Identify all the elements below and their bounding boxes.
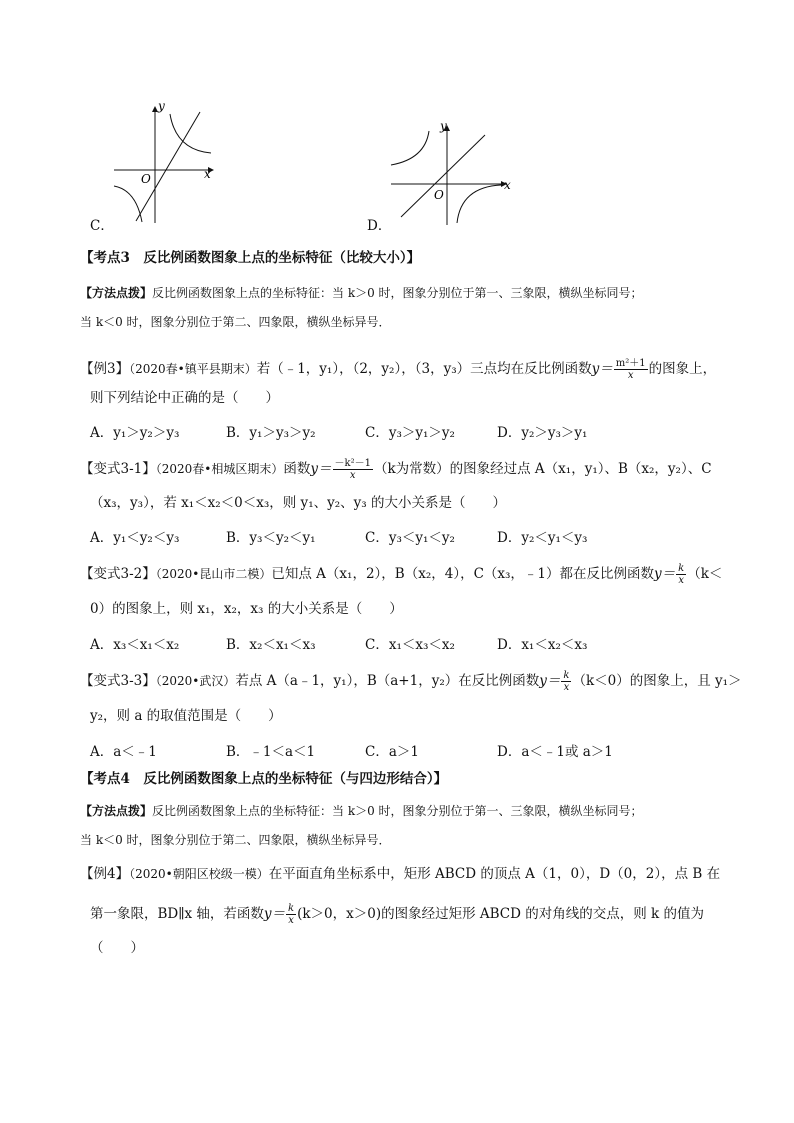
v33-tag: 【变式3-3】 [80, 673, 156, 689]
v32-text-b: （k＜ [687, 566, 723, 582]
v32-line1 [80, 563, 722, 586]
ex3-line2: 则下列结论中正确的是（ ） [90, 390, 279, 406]
graph-d-y-label: y [440, 119, 447, 133]
v33-source: （2020•武汉） [155, 674, 236, 688]
v31-source: （2020春•相城区期末） [155, 462, 284, 476]
kp3-heading: 【考点3 反比例函数图象上点的坐标特征（比较大小）】 [80, 250, 421, 266]
v32-option-a: A．x₃＜x₁＜x₂ [90, 637, 180, 653]
graph-c-option-label: C． [90, 218, 114, 234]
graph-d-x-label: x [504, 178, 511, 192]
ex4-line2-b: (k＞0，x＞0)的图象经过矩形 ABCD 的对角线的交点，则 k 的值为 [297, 906, 705, 922]
ex4-line2 [90, 903, 704, 926]
ex4-text-a: 在平面直角坐标系中，矩形 ABCD 的顶点 A（1，0），D（0，2），点 B 在 [268, 866, 721, 882]
ex3-option-c: C．y₃＞y₁＞y₂ [365, 425, 455, 441]
v31-option-b: B．y₃＜y₂＜y₁ [226, 530, 316, 546]
v33-option-c: C．a＞1 [365, 744, 419, 760]
v31-line1 [80, 458, 712, 481]
v32-option-c: C．x₁＜x₃＜x₂ [365, 637, 455, 653]
v31-option-c: C．y₃＜y₁＜y₂ [365, 530, 455, 546]
ex4-line3: （ ） [90, 940, 144, 956]
ex3-option-b: B．y₁＞y₃＞y₂ [226, 425, 316, 441]
ex3-func-lhs: y＝ [591, 361, 613, 377]
kp4-method-tag: 【方法点拨】 [80, 804, 153, 818]
kp4-method-line1 [80, 802, 643, 820]
v32-func-num: k [678, 563, 685, 574]
v33-func-den: x [563, 682, 570, 693]
v33-text-b: （k＜0）的图象上，且 y₁＞ [572, 673, 742, 689]
v31-line2: （x₃，y₃），若 x₁＜x₂＜0＜x₃，则 y₁、y₂、y₃ 的大小关系是（ ） [90, 495, 506, 511]
graph-c-line [136, 112, 200, 221]
kp4-heading: 【考点4 反比例函数图象上点的坐标特征（与四边形结合）】 [80, 771, 448, 787]
graph-c-hyperbola-q1 [170, 114, 211, 153]
v32-source: （2020•昆山市二模） [155, 567, 272, 581]
ex3-func-num: m²＋1 [615, 358, 646, 369]
v31-func-den: x [349, 470, 356, 481]
v31-func-num: －k²－1 [334, 458, 371, 469]
ex3-option-a: A．y₁＞y₂＞y₃ [90, 425, 180, 441]
graph-c-origin: O [141, 172, 151, 186]
ex3-text-a: 若（﹣1，y₁），（2，y₂），（3，y₃）三点均在反比例函数 [256, 361, 592, 377]
kp4-method-line2: 当 k＜0 时，图象分别位于第二、四象限，横纵坐标异号． [80, 833, 391, 847]
v33-option-b: B．﹣1＜a＜1 [226, 744, 316, 760]
v31-option-a: A．y₁＜y₂＜y₃ [90, 530, 180, 546]
ex4-line2-a: 第一象限，BD∥x 轴，若函数 [90, 906, 264, 922]
v33-line2: y₂，则 a 的取值范围是（ ） [90, 708, 282, 724]
ex4-func-lhs: y＝ [263, 906, 286, 922]
ex4-tag: 【例4】 [80, 866, 130, 882]
graph-c-y-label: y [158, 99, 165, 113]
v32-option-b: B．x₂＜x₁＜x₃ [226, 637, 316, 653]
v31-tag: 【变式3-1】 [80, 461, 156, 477]
kp4-method-text1: 反比例函数图象上点的坐标特征：当 k＞0 时，图象分别位于第一、三象限，横纵坐标同号； [152, 804, 643, 818]
ex3-source: （2020春•镇平县期末） [129, 362, 257, 376]
kp3-method-line1 [80, 284, 643, 302]
graph-c-hyperbola-q3 [114, 186, 142, 222]
kp3-method-line2: 当 k＜0 时，图象分别位于第二、四象限，横纵坐标异号． [80, 315, 391, 329]
ex4-func-den: x [288, 915, 294, 926]
v32-func-den: x [678, 575, 684, 586]
v32-text-a: 已知点 A（x₁，2），B（x₂，4），C（x₃，﹣1）都在反比例函数 [271, 566, 655, 582]
ex3-text-b: 的图象上， [648, 361, 717, 377]
v33-func-lhs: y＝ [539, 673, 561, 689]
ex4-func-fraction [286, 903, 296, 926]
graph-c [108, 98, 223, 228]
v32-func-lhs: y＝ [654, 566, 676, 582]
kp3-method-tag: 【方法点拨】 [80, 286, 153, 300]
kp3-method-text1: 反比例函数图象上点的坐标特征：当 k＞0 时，图象分别位于第一、三象限，横纵坐标同号； [152, 286, 643, 300]
v33-func-fraction [561, 670, 571, 693]
v31-option-d: D．y₂＜y₁＜y₃ [497, 530, 588, 546]
ex4-source: （2020•朝阳区校级一模） [129, 867, 269, 881]
ex3-tag: 【例3】 [80, 361, 130, 377]
graph-d-option-label: D． [367, 218, 392, 234]
v33-func-num: k [563, 670, 570, 681]
v33-option-d: D．a＜﹣1或 a＞1 [497, 744, 613, 760]
graph-d [385, 115, 515, 230]
graph-d-origin: O [434, 188, 444, 202]
v33-line1 [80, 670, 742, 693]
v31-text-b: （k为常数）的图象经过点 A（x₁，y₁）、B（x₂，y₂）、C [373, 461, 712, 477]
ex3-func-fraction [614, 358, 648, 381]
ex4-func-num: k [288, 903, 295, 914]
ex3-line1 [80, 358, 716, 381]
ex4-line1 [80, 865, 720, 883]
graph-d-hyperbola-q2 [391, 131, 429, 165]
v31-func-fraction [333, 458, 373, 481]
v32-tag: 【变式3-2】 [80, 566, 156, 582]
ex3-option-d: D．y₂＞y₃＞y₁ [497, 425, 588, 441]
v32-line2: 0）的图象上，则 x₁，x₂，x₃ 的大小关系是（ ） [90, 601, 403, 617]
v31-func-lhs: y＝ [310, 461, 332, 477]
v33-text-a: 若点 A（a﹣1，y₁），B（a+1，y₂）在反比例函数 [235, 673, 540, 689]
graph-d-hyperbola-q4 [457, 185, 501, 223]
v32-func-fraction [676, 563, 686, 586]
v31-text-a: 函数 [283, 461, 311, 477]
v33-option-a: A．a＜﹣1 [90, 744, 157, 760]
v32-option-d: D．x₁＜x₂＜x₃ [497, 637, 588, 653]
graph-c-x-label: x [204, 167, 211, 181]
graph-d-line [401, 135, 485, 217]
ex3-func-den: x [627, 370, 634, 381]
